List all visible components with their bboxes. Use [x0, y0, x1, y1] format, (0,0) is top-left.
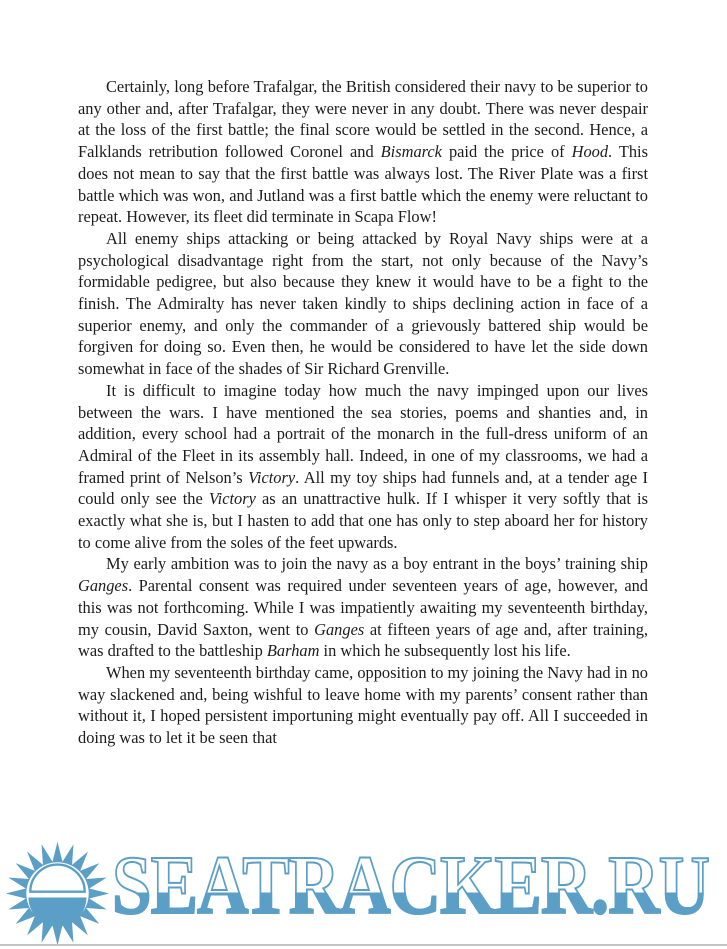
italic-text: Hood	[571, 142, 609, 162]
text-run: All enemy ships attacking or being attacked by Royal Navy ships were at a psychological disadvantage right from the start, not only because of the Navy’s formidable pedigree, but also because they knew it would have to be a fight to the finish. The Admiralty has never taken kindly to ships declining action in face of a superior enemy, and only the commander of a grievously battered ship would be forgiven for doing so. Even then, he would be considered to have let the side down somewhat in face of the shades of Sir Richard Grenville.	[78, 228, 648, 379]
text-run: . This does not mean to say that the first battle was always lost. The River Plate was a first battle which was won, and Jutland was a first battle which the enemy were reluctant to repeat. However, its fleet did terminate in Scapa Flow!	[78, 142, 648, 227]
page-bottom-divider	[0, 944, 727, 946]
italic-text: Ganges	[314, 619, 365, 639]
text-run: at fifteen years of age and, after training, was drafted to the battleship	[78, 619, 648, 661]
page-text-block	[78, 76, 648, 749]
paragraph-5	[78, 662, 648, 749]
sun-logo-icon	[4, 840, 111, 947]
italic-text: Victory	[248, 467, 296, 487]
italic-text: Victory	[208, 489, 256, 509]
italic-text: Ganges	[78, 576, 129, 596]
italic-text: Barham	[266, 641, 320, 661]
text-run: . Parental consent was required under seventeen years of age, however, and this was not forthcoming. While I was impatiently awaiting my seventeenth birthday, my cousin, David Saxton, went to	[78, 576, 648, 639]
italic-text: Bismarck	[380, 142, 442, 162]
paragraph-4	[78, 553, 648, 662]
watermark-text: SEATRACKER.RU	[112, 839, 710, 932]
text-run: paid the price of	[441, 142, 572, 162]
text-run: When my seventeenth birthday came, opposition to my joining the Navy had in no way slackened and, being wishful to leave home with my parents’ consent rather than without it, I hoped persistent importuning might eventually pay off. All I succeeded in doing was to let it be seen that	[78, 662, 648, 748]
text-run: It is difficult to imagine today how much the navy impinged upon our lives between the wars. I have mentioned the sea stories, poems and shanties and, in addition, every school had a portrait of the monarch in the full-dress uniform of an Admiral of the Fleet in its assembly hall. Indeed, in one of my classrooms, we had a framed print of Nelson’s	[78, 380, 648, 487]
text-run: Certainly, long before Trafalgar, the British considered their navy to be superior to any other and, after Trafalgar, they were never in any doubt. There was never despair at the loss of the first battle; the final score would be settled in the second. Hence, a Falklands retribution followed Coronel and	[78, 77, 648, 162]
paragraph-2	[78, 228, 648, 380]
text-run: My early ambition was to join the navy as a boy entrant in the boys’ training ship	[106, 554, 648, 574]
paragraph-3	[78, 380, 648, 554]
text-run: as an unattractive hulk. If I whisper it very softly that is exactly what she is, but I hasten to add that one has only to step aboard her for history to come alive from the soles of the feet upwards.	[78, 489, 648, 552]
paragraph-1	[78, 76, 648, 228]
text-run: in which he subsequently lost his life.	[319, 641, 571, 661]
text-run: . All my toy ships had funnels and, at a tender age I could only see the	[78, 467, 649, 509]
seatracker-watermark	[0, 838, 727, 946]
